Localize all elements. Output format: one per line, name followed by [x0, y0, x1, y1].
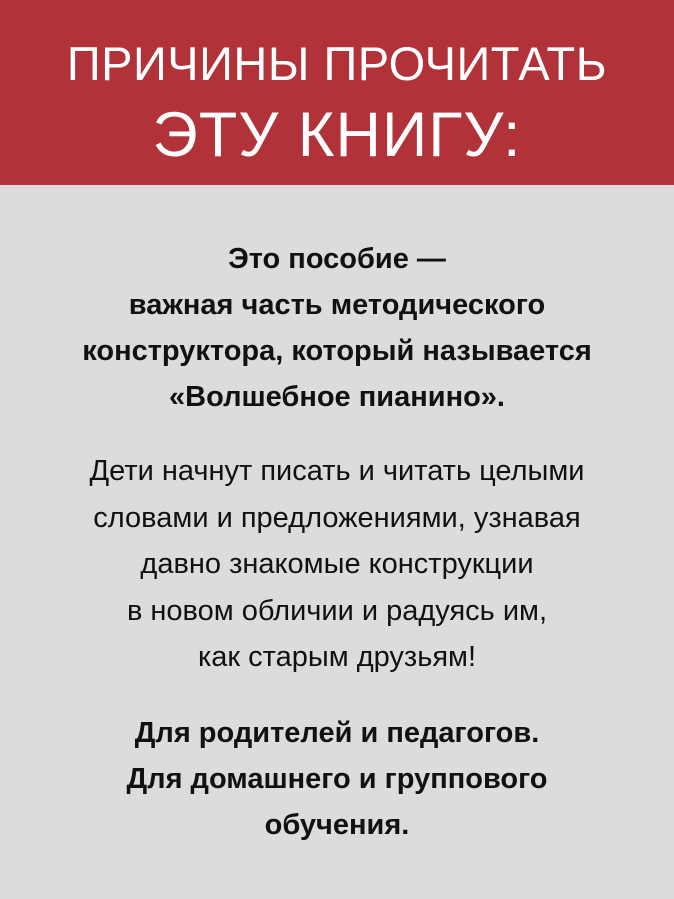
intro-paragraph	[20, 236, 654, 420]
header-banner	[0, 0, 674, 185]
description-paragraph	[20, 448, 654, 681]
description-line: словами и предложениями, узнавая	[93, 501, 581, 534]
audience-line: обучения.	[264, 809, 410, 841]
audience-line: Для домашнего и группового	[126, 763, 548, 795]
header-title-line-1: ПРИЧИНЫ ПРОЧИТАТЬ	[66, 37, 608, 90]
description-line: Дети начнут писать и читать целыми	[89, 455, 585, 487]
header-title-line-2: ЭТУ КНИГУ:	[152, 100, 522, 170]
intro-line: «Волшебное пианино».	[169, 381, 505, 413]
audience-line: Для родителей и педагогов.	[134, 717, 540, 749]
audience-paragraph	[20, 710, 654, 848]
description-line: как старым друзьям!	[197, 641, 477, 673]
description-line: в новом обличии и радуясь им,	[126, 594, 548, 627]
intro-line: Это пособие —	[228, 243, 446, 275]
intro-line: важная часть методического	[128, 289, 546, 321]
intro-line: конструктора, который называется	[82, 335, 592, 367]
description-line: давно знакомые конструкции	[140, 548, 534, 580]
